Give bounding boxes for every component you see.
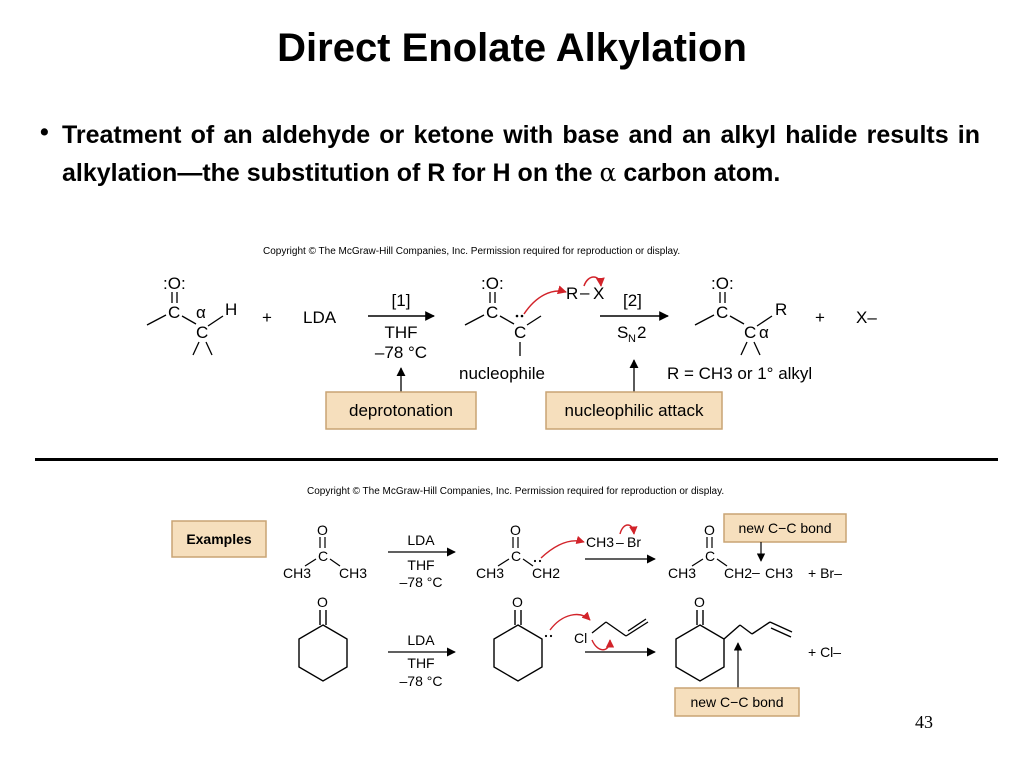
page-number: 43 bbox=[915, 712, 933, 732]
example1-arrow-group bbox=[388, 532, 455, 590]
step1-label: [1] bbox=[391, 291, 411, 310]
enolate-oxygen-ex1: O bbox=[510, 522, 521, 538]
section-divider bbox=[35, 458, 998, 461]
new-bond-label-2: new C−C bond bbox=[690, 694, 784, 710]
carbonyl-carbon: C bbox=[168, 303, 181, 322]
acetone-oxygen: O bbox=[317, 522, 328, 538]
copyright-notice-top: Copyright © The McGraw-Hill Companies, Inc. Permission required for reproduction or display. bbox=[263, 246, 681, 257]
bullet-text-part-1: Treatment of an aldehyde or ketone with base and an alkyl halide results in alkylation—the substitution of R for H on the bbox=[62, 121, 980, 187]
methyl-bromide-ch3: CH3 bbox=[586, 534, 615, 550]
r-group-definition: R = CH3 or 1° alkyl bbox=[667, 364, 813, 383]
alkyl-r: R bbox=[566, 284, 579, 303]
sn2-2: 2 bbox=[637, 323, 647, 342]
copyright-notice-bottom: Copyright © The McGraw-Hill Companies, Inc. Permission required for reproduction or display. bbox=[307, 486, 725, 497]
nucleophile-label: nucleophile bbox=[459, 364, 546, 383]
product-alpha-label: α bbox=[759, 323, 769, 342]
carbonyl-oxygen: :O: bbox=[163, 274, 186, 293]
product-methyl-right-ex1: CH3 bbox=[765, 565, 794, 581]
enolate-oxygen-ex2: O bbox=[512, 594, 523, 610]
examples-label: Examples bbox=[186, 531, 252, 547]
product-alpha-carbon: C bbox=[744, 323, 757, 342]
plus-sign-2: + bbox=[815, 308, 825, 327]
step1-arrow-group bbox=[368, 291, 434, 362]
halide-ion: X– bbox=[856, 308, 877, 327]
enolate-intermediate bbox=[465, 274, 604, 356]
enolate-methyl-ex1: CH3 bbox=[476, 565, 505, 581]
acetone-methyl-right: CH3 bbox=[339, 565, 368, 581]
alpha-label: α bbox=[196, 303, 206, 322]
product-oxygen-ex1: O bbox=[704, 522, 715, 538]
alpha-hydrogen: H bbox=[225, 300, 238, 319]
product-carbonyl-carbon: C bbox=[716, 303, 729, 322]
product-ch2-ex1: CH2 bbox=[724, 565, 753, 581]
bullet-marker: • bbox=[40, 118, 49, 146]
alkylated-product bbox=[695, 274, 787, 355]
example1-lda: LDA bbox=[407, 532, 435, 548]
bullet-text-part-2: carbon atom. bbox=[616, 159, 781, 187]
example2-thf: THF bbox=[407, 655, 435, 671]
bottom-examples-scheme bbox=[172, 514, 846, 716]
nucleophilic-attack-label: nucleophilic attack bbox=[564, 401, 704, 420]
lda-reagent: LDA bbox=[303, 308, 337, 327]
product-oxygen-ex2: O bbox=[694, 594, 705, 610]
product-r-group: R bbox=[775, 300, 788, 319]
allyl-chain bbox=[592, 619, 648, 636]
product-carbon-ex1: C bbox=[705, 548, 716, 564]
ch3-br-bond: – bbox=[616, 534, 624, 550]
methyl-bromide-br: Br bbox=[627, 534, 641, 550]
step2-label: [2] bbox=[623, 291, 642, 310]
acetone bbox=[283, 522, 367, 581]
plus-sign-1: + bbox=[262, 308, 272, 327]
acetone-enolate bbox=[476, 522, 641, 581]
chloride-byproduct: + Cl– bbox=[808, 644, 842, 660]
halide-x: X bbox=[593, 284, 605, 303]
slide-title: Direct Enolate Alkylation bbox=[277, 26, 747, 70]
reactant-ketone bbox=[147, 274, 237, 355]
step2-arrow-group bbox=[600, 291, 668, 345]
deprotonation-label: deprotonation bbox=[349, 401, 453, 420]
alpha-symbol: α bbox=[599, 158, 617, 187]
allyl-chloride-cl: Cl bbox=[574, 630, 588, 646]
acetone-carbon: C bbox=[318, 548, 329, 564]
allylcyclohexanone bbox=[676, 610, 792, 681]
cyclohexanone-oxygen: O bbox=[317, 594, 328, 610]
step1-solvent: THF bbox=[384, 323, 418, 342]
cyclohexanone bbox=[299, 610, 347, 681]
step1-temperature: –78 °C bbox=[374, 343, 428, 362]
bromide-byproduct: + Br– bbox=[808, 565, 842, 581]
acetone-methyl-left: CH3 bbox=[283, 565, 312, 581]
example2-arrow-group bbox=[388, 632, 455, 689]
example2-temperature: –78 °C bbox=[399, 673, 443, 689]
enolate-carbonyl-carbon: C bbox=[486, 303, 499, 322]
enolate-carbon-ex1: C bbox=[511, 548, 522, 564]
enolate-oxygen: :O: bbox=[481, 274, 504, 293]
product-new-bond-ex1: – bbox=[752, 564, 760, 580]
cyclohexanone-enolate bbox=[494, 610, 542, 681]
example1-temperature: –78 °C bbox=[399, 574, 443, 590]
enolate-ch2-ex1: CH2 bbox=[532, 565, 561, 581]
alpha-carbon: C bbox=[196, 323, 209, 342]
example2-lda: LDA bbox=[407, 632, 435, 648]
sn2-n-subscript: N bbox=[628, 333, 636, 345]
product-oxygen: :O: bbox=[711, 274, 734, 293]
enolate-alpha-carbon: C bbox=[514, 323, 527, 342]
r-x-bond: – bbox=[580, 283, 590, 302]
sn2-s: S bbox=[617, 323, 629, 342]
new-bond-label-1: new C−C bond bbox=[738, 520, 832, 536]
top-reaction-scheme bbox=[147, 274, 877, 429]
example1-thf: THF bbox=[407, 557, 435, 573]
product-methyl-left-ex1: CH3 bbox=[668, 565, 697, 581]
